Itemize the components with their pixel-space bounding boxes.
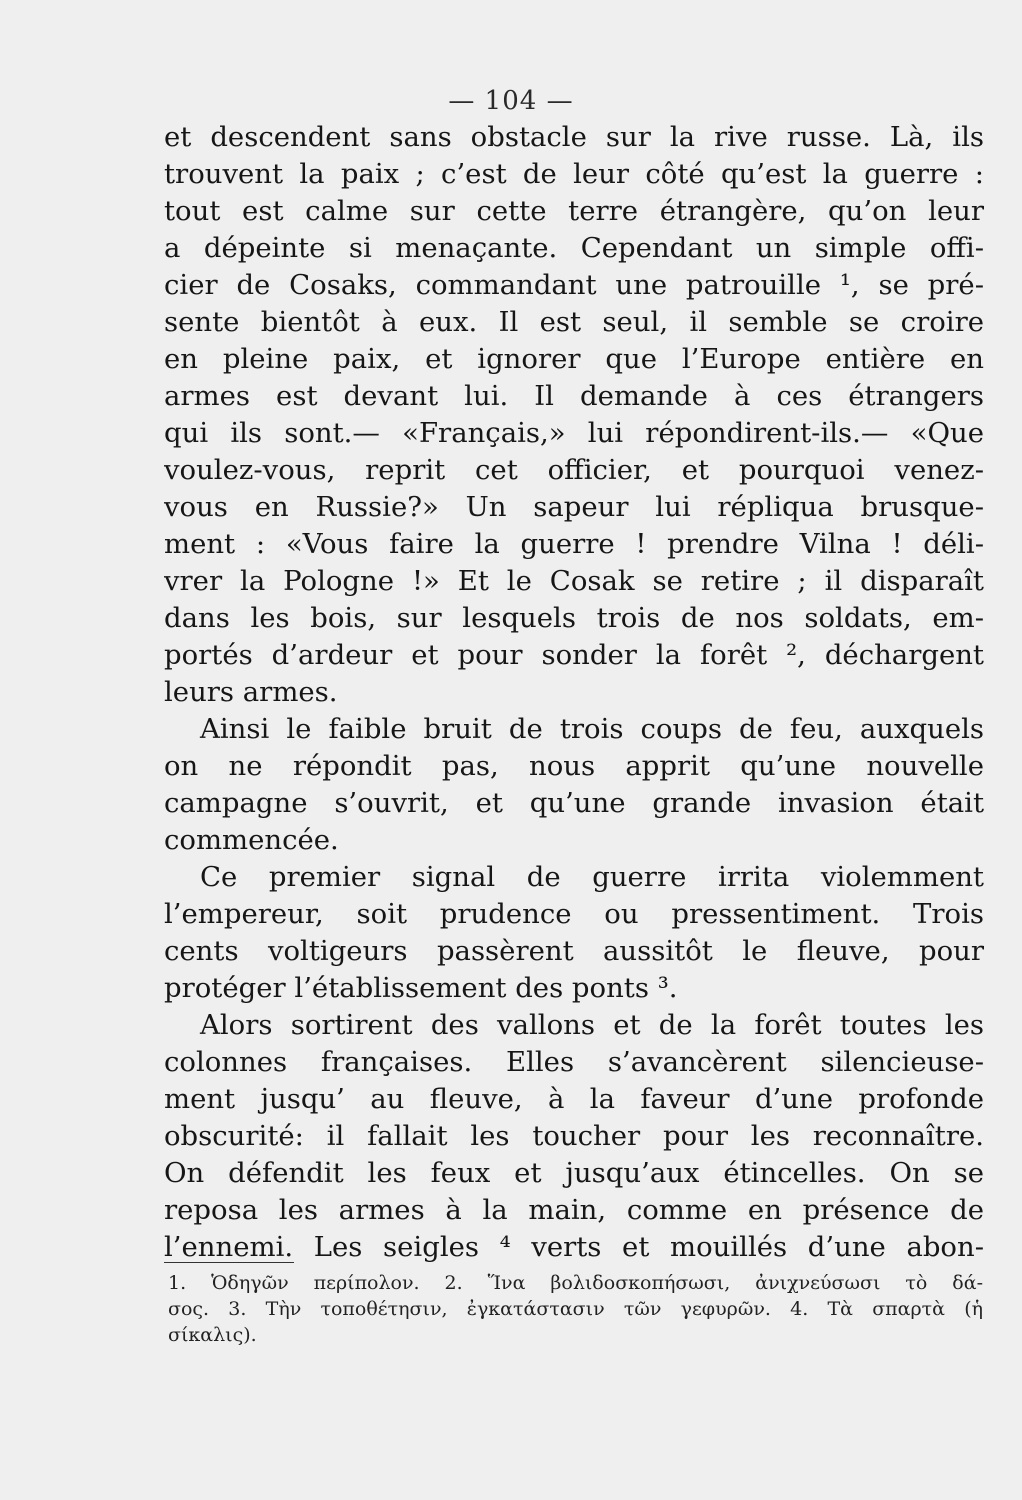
- text-line: Alors sortirent des vallons et de la forêt toutes les: [200, 1009, 984, 1041]
- footnote-line: σος. 3. Τὴν τοποθέτησιν, ἐγκατάστασιν τῶν γεφυρῶν. 4. Τὰ σπαρτὰ (ἡ: [168, 1298, 983, 1320]
- text-line: en pleine paix, et ignorer que l’Europe entière en: [164, 343, 984, 375]
- text-line: dans les bois, sur lesquels trois de nos soldats, em-: [164, 602, 984, 634]
- text-line: obscurité: il fallait les toucher pour les reconnaître.: [164, 1120, 984, 1152]
- text-line: campagne s’ouvrit, et qu’une grande invasion était: [164, 787, 984, 819]
- text-line: protéger l’établissement des ponts ³.: [164, 972, 678, 1004]
- text-line: ment jusqu’ au fleuve, à la faveur d’une profonde: [164, 1083, 984, 1115]
- footnotes: [168, 1270, 983, 1348]
- text-line: colonnes françaises. Elles s’avancèrent silencieuse-: [164, 1046, 984, 1078]
- text-line: vous en Russie?» Un sapeur lui répliqua brusque-: [164, 491, 984, 523]
- body-text: [164, 119, 984, 1266]
- text-line: Ce premier signal de guerre irrita violemment: [200, 861, 984, 893]
- footnote-rule: [164, 1262, 294, 1263]
- footnote-line: σίκαλις).: [168, 1324, 257, 1346]
- footnote-line: 1. Ὁδηγῶν περίπολον. 2. Ἵνα βολιδοσκοπήσωσι, ἀνιχνεύσωσι τὸ δά-: [168, 1272, 983, 1294]
- text-line: armes est devant lui. Il demande à ces étrangers: [164, 380, 984, 412]
- text-line: ment : «Vous faire la guerre ! prendre Vilna ! déli-: [164, 528, 984, 560]
- text-line: vrer la Pologne !» Et le Cosak se retire ; il disparaît: [164, 565, 984, 597]
- text-line: et descendent sans obstacle sur la rive russe. Là, ils: [164, 121, 984, 153]
- text-line: qui ils sont.— «Français,» lui répondirent-ils.— «Que: [164, 417, 984, 449]
- page-number: — 104 —: [448, 86, 574, 116]
- text-line: leurs armes.: [164, 676, 338, 708]
- text-line: cents voltigeurs passèrent aussitôt le fleuve, pour: [164, 935, 984, 967]
- text-line: reposa les armes à la main, comme en présence de: [164, 1194, 984, 1226]
- text-line: portés d’ardeur et pour sonder la forêt ², déchargent: [164, 639, 984, 671]
- text-line: sente bientôt à eux. Il est seul, il semble se croire: [164, 306, 984, 338]
- text-line: commencée.: [164, 824, 339, 856]
- text-line: trouvent la paix ; c’est de leur côté qu’est la guerre :: [164, 158, 984, 190]
- text-line: a dépeinte si menaçante. Cependant un simple offi-: [164, 232, 984, 264]
- text-line: cier de Cosaks, commandant une patrouille ¹, se pré-: [164, 269, 984, 301]
- text-line: l’empereur, soit prudence ou pressentiment. Trois: [164, 898, 984, 930]
- text-line: voulez-vous, reprit cet officier, et pourquoi venez-: [164, 454, 984, 486]
- text-line: l’ennemi. Les seigles ⁴ verts et mouillés d’une abon-: [164, 1231, 984, 1263]
- text-line: Ainsi le faible bruit de trois coups de feu, auxquels: [200, 713, 984, 745]
- text-line: on ne répondit pas, nous apprit qu’une nouvelle: [164, 750, 984, 782]
- text-line: On défendit les feux et jusqu’aux étincelles. On se: [164, 1157, 984, 1189]
- text-line: tout est calme sur cette terre étrangère, qu’on leur: [164, 195, 984, 227]
